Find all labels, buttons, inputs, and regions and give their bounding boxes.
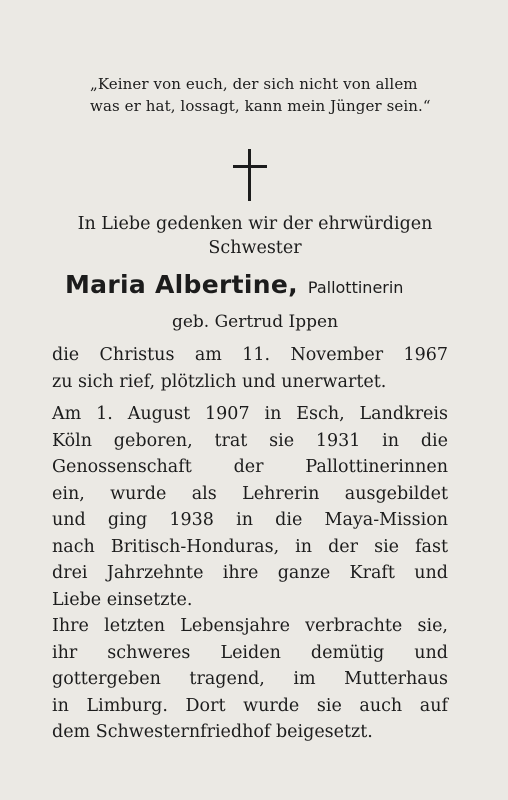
text-line: nach Britisch-Honduras, in der sie fast — [52, 536, 448, 557]
quote-line: „Keiner von euch, der sich nicht von allem — [90, 75, 418, 93]
intro-text — [40, 212, 470, 260]
text-line: Liebe einsetzte. — [52, 589, 193, 610]
obituary-text — [52, 342, 448, 746]
text-line: drei Jahrzehnte ihre ganze Kraft und — [52, 563, 448, 583]
intro-line: In Liebe gedenken wir der ehrwürdigen — [77, 214, 433, 234]
text-line: dem Schwesternfriedhof beigesetzt. — [52, 722, 373, 742]
text-line: Ihre letzten Lebensjahre verbrachte sie, — [52, 616, 448, 636]
text-line: Genossenschaft der Pallottinerinnen — [52, 457, 448, 477]
deceased-name: Maria Albertine, — [65, 270, 298, 299]
text-line: Köln geboren, trat sie 1931 in die — [52, 430, 448, 451]
deceased-name-line — [65, 270, 465, 299]
cross-icon — [233, 149, 267, 201]
text-line: zu sich rief, plötzlich und unerwartet. — [52, 371, 387, 392]
text-line: gottergeben tragend, im Mutterhaus — [52, 669, 448, 689]
text-line: und ging 1938 in die Maya-Mission — [52, 510, 448, 530]
intro-line: Schwester — [208, 238, 302, 258]
birth-name: geb. Gertrud Ippen — [171, 312, 339, 332]
text-line: Am 1. August 1907 in Esch, Landkreis — [52, 404, 448, 424]
religious-order: Pallottinerin — [307, 278, 404, 297]
text-line: die Christus am 11. November 1967 — [52, 345, 448, 365]
text-line: ihr schweres Leiden demütig und — [52, 642, 448, 663]
text-line: in Limburg. Dort wurde sie auch auf — [52, 695, 448, 716]
text-line: ein, wurde als Lehrerin ausgebildet — [52, 483, 448, 504]
quote-line: was er hat, lossagt, kann mein Jünger sein.“ — [90, 97, 431, 115]
bible-quote — [90, 73, 450, 117]
